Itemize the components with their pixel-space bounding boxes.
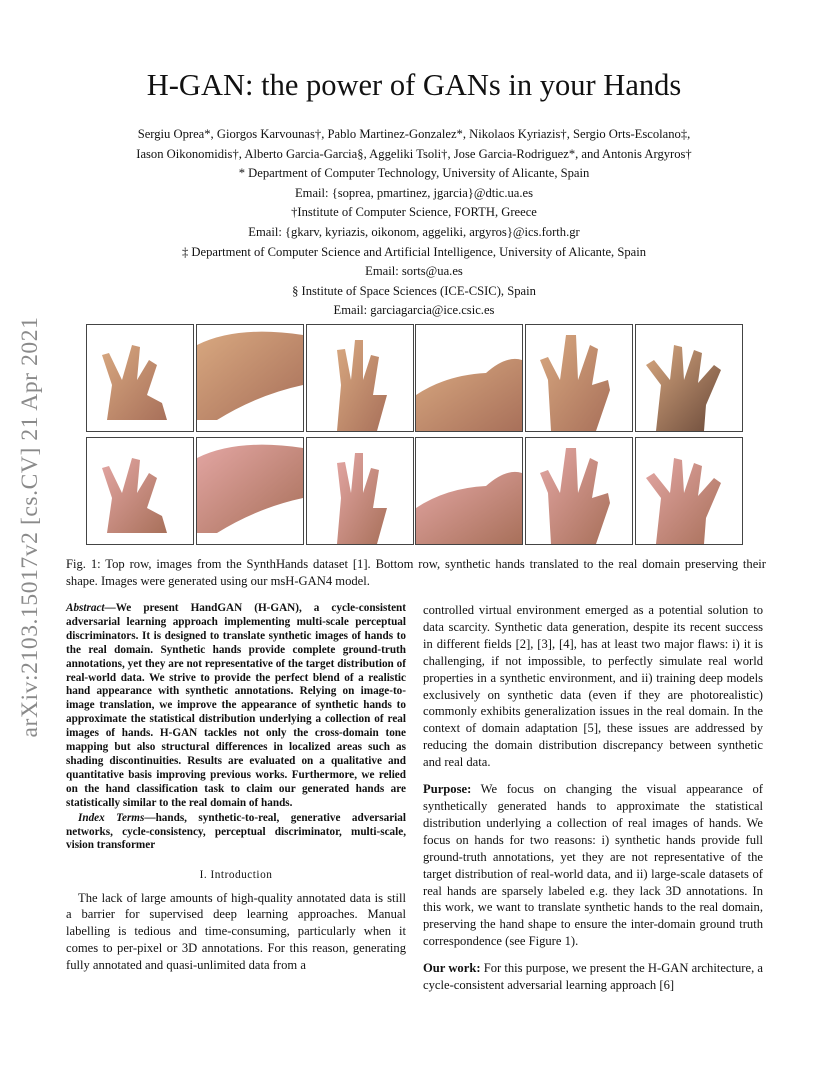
- affiliation-3: ‡ Department of Computer Science and Artificial Intelligence, University of Alicante, Spain: [181, 244, 647, 259]
- hand-illustration: [636, 438, 742, 544]
- hand-shape: [646, 345, 721, 431]
- affiliation-1: * Department of Computer Technology, University of Alicante, Spain: [238, 166, 590, 181]
- hand-illustration: [526, 325, 632, 431]
- hand-shape: [197, 445, 303, 533]
- hand-shape: [102, 458, 167, 533]
- abstract-label: Abstract: [66, 602, 105, 614]
- hand-illustration: [197, 325, 303, 431]
- our-work-paragraph: [423, 960, 763, 994]
- hand-shape: [646, 458, 721, 544]
- hand-illustration: [307, 438, 413, 544]
- index-terms-label: Index Terms: [78, 811, 145, 824]
- hand-image: [196, 324, 304, 432]
- hand-image: [415, 324, 523, 432]
- hand-shape: [337, 453, 387, 544]
- arxiv-identifier: arXiv:2103.15017v2 [cs.CV] 21 Apr 2021: [17, 316, 43, 738]
- email-3: Email: sorts@ua.es: [365, 264, 463, 279]
- hand-shape: [337, 340, 387, 431]
- hand-illustration: [87, 438, 193, 544]
- hand-shape: [540, 335, 610, 431]
- left-column: [66, 602, 406, 974]
- hand-shape: [197, 332, 303, 420]
- right-column: [423, 602, 763, 1000]
- right-paragraph-1: controlled virtual environment emerged as a potential solution to data scarcity. Synthetic data generation, despite its recent success in different fields [2], [3], [4], has at least two major flaws: i) it is challenging, if not impossible, to perfectly simulate real world properties in a synthetic environment, and ii) training deep models exclusively on synthetic data (even if they are photorealistic) commonly exhibits generalization issues in the real domain. In the context of domain adaptation [5], these issues are addressed by reducing the domain distribution discrepancy between synthetic and real data.: [423, 603, 763, 770]
- hand-illustration: [636, 325, 742, 431]
- purpose-label: Purpose:: [423, 782, 472, 797]
- hand-image: [86, 324, 194, 432]
- email-4: Email: garciagarcia@ice.csic.es: [333, 303, 495, 318]
- figure-caption: Fig. 1: Top row, images from the SynthHands dataset [1]. Bottom row, synthetic hands translated to the real domain preserving their shape. Images were generated using our msH-GAN4 model.: [66, 557, 766, 588]
- hand-shape: [416, 359, 522, 431]
- hand-image: [525, 437, 633, 545]
- hand-illustration: [416, 438, 522, 544]
- abstract-text: —We present HandGAN (H-GAN), a cycle-consistent adversarial learning approach implementing multi-scale perceptual discriminators. It is designed to translate synthetic images of hands to the real domain. Synthetic hands provide complete ground-truth annotations, yet they are not representative of the target distribution of real-world data. We strive to provide the perfect blend of a realistic hand appearance with synthetic annotations. Relying on image-to-image translation, we improve the appearance of synthetic hands to approximate the statistical distribution underlying a collection of real images of hands. H-GAN tackles not only the cross-domain tone mapping but also structural differences in localized areas such as shading discontinuities. Results are evaluated on a qualitative and quantitative basis improving previous works. Furthermore, we relied on the hand classification task to claim our generated hands are statistically similar to the real domain of hands.: [66, 602, 406, 809]
- index-terms-text: —hands, synthetic-to-real, generative adversarial networks, cycle-consistency, perceptual discriminator, multi-scale, vision transformer: [66, 811, 406, 852]
- hand-illustration: [87, 325, 193, 431]
- paper-title: H-GAN: the power of GANs in your Hands: [146, 68, 682, 102]
- hand-illustration: [526, 438, 632, 544]
- abstract: [66, 602, 406, 811]
- author-line-1: Sergiu Oprea*, Giorgos Karvounas†, Pablo Martinez-Gonzalez*, Nikolaos Kyriazis†, Sergio Orts-Escolano‡,: [137, 127, 691, 141]
- our-work-text: For this purpose, we present the H-GAN architecture, a cycle-consistent adversarial learning approach [6]: [423, 961, 763, 993]
- hand-image: [86, 437, 194, 545]
- index-terms: [66, 812, 406, 854]
- hand-shape: [416, 472, 522, 544]
- hand-illustration: [416, 325, 522, 431]
- email-1: Email: {soprea, pmartinez, jgarcia}@dtic.ua.es: [294, 185, 534, 200]
- intro-paragraph: The lack of large amounts of high-quality annotated data is still a barrier for supervised deep learning approaches. Manual labelling is tedious and time-consuming, particularly when it comes to per-pixel or 3D annotations. For this reason, generating fully annotated and quasi-unlimited data from a: [66, 890, 406, 973]
- hand-shape: [540, 448, 610, 544]
- hand-image: [525, 324, 633, 432]
- hand-image: [306, 324, 414, 432]
- purpose-paragraph: [423, 781, 763, 950]
- affiliation-2: †Institute of Computer Science, FORTH, Greece: [291, 205, 537, 220]
- section-heading-introduction: I. Introduction: [199, 869, 273, 882]
- author-block: [60, 125, 768, 321]
- affiliation-4: § Institute of Space Sciences (ICE-CSIC), Spain: [292, 283, 536, 298]
- hand-illustration: [197, 438, 303, 544]
- hand-image: [306, 437, 414, 545]
- email-2: Email: {gkarv, kyriazis, oikonom, aggeliki, argyros}@ics.forth.gr: [248, 224, 580, 239]
- hand-image: [635, 437, 743, 545]
- author-line-2: Iason Oikonomidis†, Alberto Garcia-Garcia§, Aggeliki Tsoli†, Jose Garcia-Rodriguez*, and Antonis Argyros†: [136, 146, 692, 161]
- hand-illustration: [307, 325, 413, 431]
- hand-image: [196, 437, 304, 545]
- hand-image: [635, 324, 743, 432]
- hand-image: [415, 437, 523, 545]
- hand-shape: [102, 345, 167, 420]
- our-work-label: Our work:: [423, 961, 481, 976]
- purpose-text: We focus on changing the visual appearance of synthetically generated hands to approximate the statistical distribution underlying a collection of real images of hands. We focus on hands for two reasons: i) synthetic hands provide full ground-truth annotations, yet they are not representative of the target distribution of real-world data, and ii) large-scale datasets of real hands are sparsely labeled e.g. they lack 3D annotations. In this work, we want to translate synthetic hands to the real domain, preserving the hand shape to ensure the inter-domain ground truth correspondence (see Figure 1).: [423, 782, 763, 949]
